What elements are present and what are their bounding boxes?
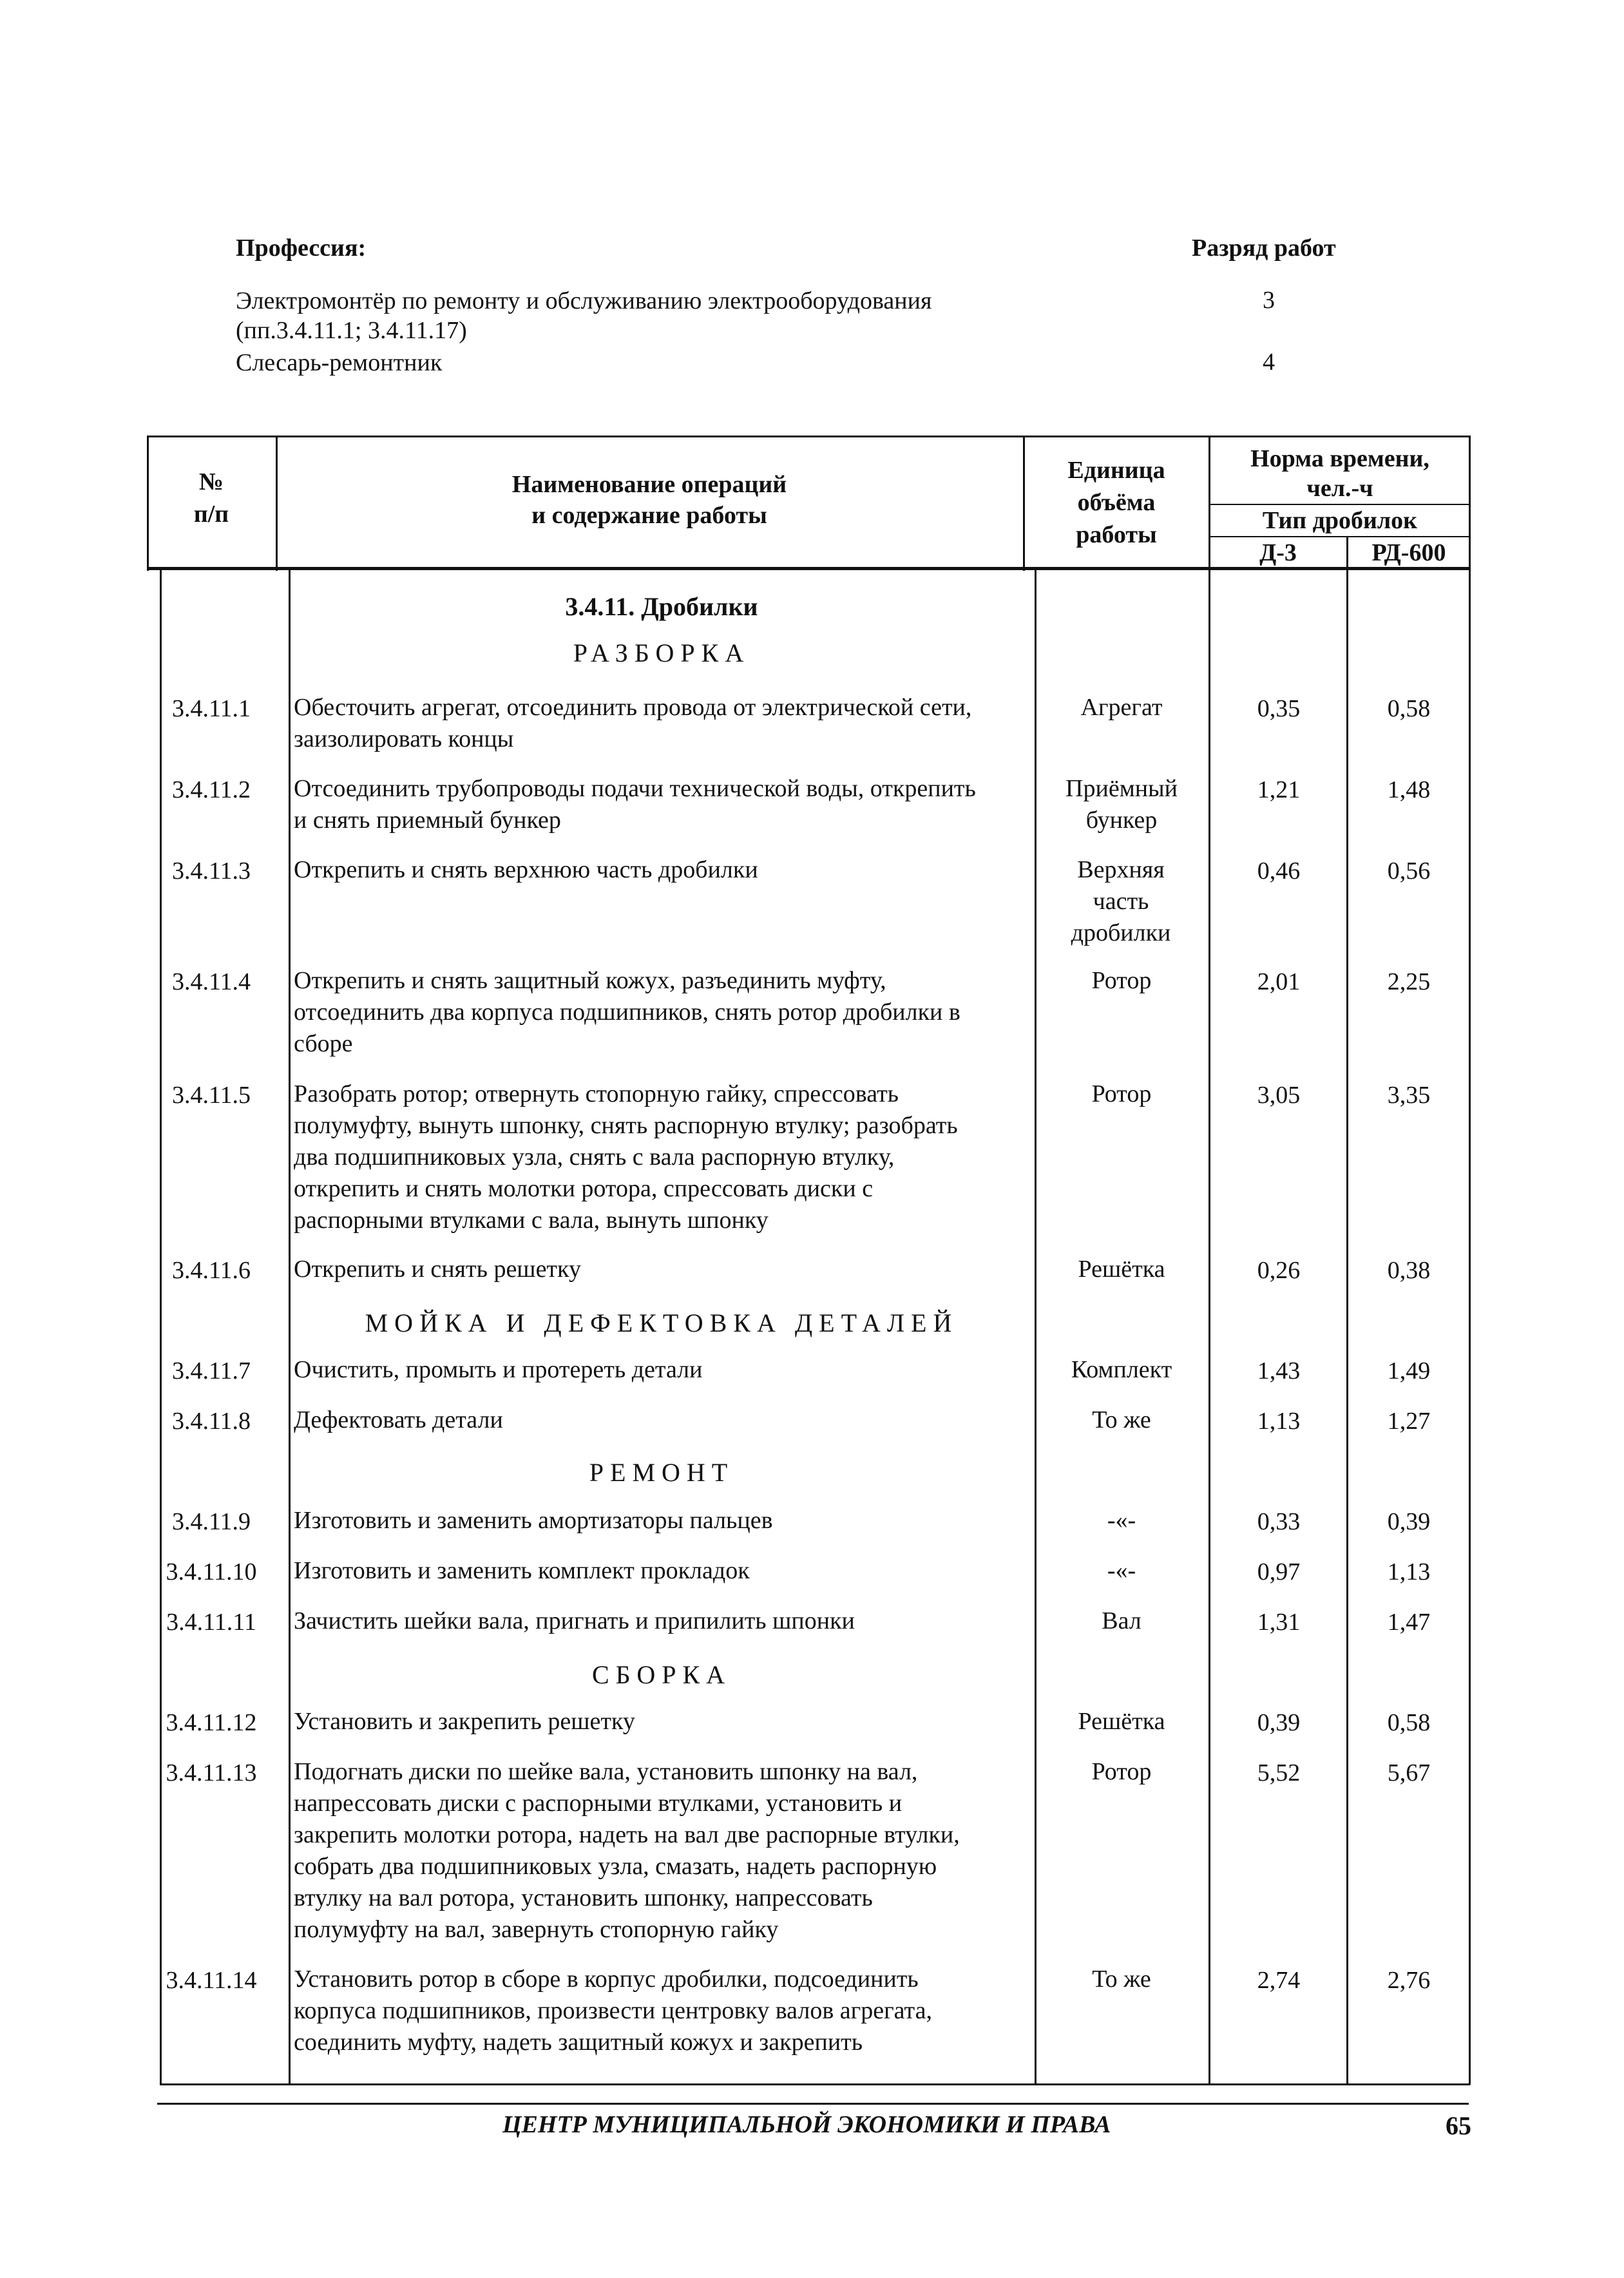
row-unit: Ротор — [1091, 1758, 1152, 1785]
row-norm-d3: 0,26 — [1257, 1257, 1301, 1284]
row-description: Разобрать ротор; отвернуть стопорную гайку, спрессовать полумуфту, вынуть шпонку, снять распорную втулку; разобрать два подшипниковых узла, снять с вала распорную втулку, открепить и снять молотки ротора, спрессовать диски с распорными втулками с вала, вынуть шпонку — [294, 1080, 958, 1234]
row-unit: То же — [1092, 1406, 1151, 1433]
header-norm: чел.-ч — [1306, 475, 1373, 502]
row-number: 3.4.11.2 — [171, 776, 251, 803]
header-num: № — [198, 468, 224, 495]
row-norm-rd600: 1,47 — [1387, 1609, 1431, 1636]
row-description: Очистить, промыть и протереть детали — [294, 1356, 703, 1383]
row-norm-d3: 1,21 — [1257, 776, 1301, 803]
profession-line: Слесарь-ремонтник — [236, 349, 443, 376]
header-type: Тип дробилок — [1262, 507, 1418, 534]
row-number: 3.4.11.4 — [171, 968, 251, 995]
row-norm-d3: 5,52 — [1257, 1759, 1301, 1786]
row-number: 3.4.11.6 — [171, 1257, 251, 1284]
row-unit: Ротор — [1091, 967, 1152, 994]
row-unit: То же — [1092, 1966, 1151, 1993]
row-description: Зачистить шейки вала, пригнать и припилить шпонки — [294, 1607, 855, 1634]
table-bottom-border — [160, 2083, 1470, 2085]
row-norm-d3: 3,05 — [1257, 1082, 1301, 1109]
table-title: 3.4.11. Дробилки — [565, 592, 758, 621]
profession-line: Электромонтёр по ремонту и обслуживанию электрооборудования — [236, 287, 932, 314]
row-norm-rd600: 0,38 — [1387, 1257, 1431, 1284]
row-norm-rd600: 2,76 — [1387, 1967, 1431, 1994]
row-description: Установить и закрепить решетку — [294, 1708, 635, 1735]
row-unit: -«- — [1107, 1507, 1136, 1534]
row-description: Изготовить и заменить амортизаторы пальцев — [294, 1507, 773, 1534]
row-norm-d3: 2,01 — [1257, 968, 1301, 995]
row-description: Открепить и снять верхнюю часть дробилки — [294, 856, 758, 883]
header-unit: Единица — [1067, 457, 1165, 484]
row-number: 3.4.11.10 — [166, 1558, 257, 1585]
row-number: 3.4.11.9 — [171, 1508, 251, 1535]
row-number: 3.4.11.12 — [166, 1709, 257, 1736]
row-norm-d3: 1,31 — [1257, 1609, 1301, 1636]
row-description: Подогнать диски по шейке вала, установить шпонку на вал, напрессовать диски с распорными втулками, установить и закрепить молотки ротора, надеть на вал две распорные втулки, собрать два подшипниковых узла, смазать, надеть распорную втулку на вал ротора, установить шпонку, напрессовать полумуфту на вал, завернуть стопорную гайку — [294, 1758, 960, 1943]
row-unit: Приёмный бункер — [1065, 775, 1178, 834]
row-norm-rd600: 0,39 — [1387, 1508, 1431, 1535]
row-unit: Ротор — [1091, 1080, 1152, 1107]
section-title: МОЙКА И ДЕФЕКТОВКА ДЕТАЛЕЙ — [365, 1308, 959, 1337]
row-norm-rd600: 0,58 — [1387, 1709, 1431, 1736]
row-description: Открепить и снять решетку — [294, 1256, 581, 1283]
row-norm-d3: 2,74 — [1257, 1967, 1301, 1994]
section-title: СБОРКА — [591, 1660, 732, 1689]
row-number: 3.4.11.1 — [171, 695, 251, 722]
row-description: Открепить и снять защитный кожух, разъединить муфту, отсоединить два корпуса подшипников, снять ротор дробилки в сборе — [294, 967, 960, 1057]
row-description: Установить ротор в сборе в корпус дробилки, подсоединить корпуса подшипников, произвести центровку валов агрегата, соединить муфту, надеть защитный кожух и закрепить — [294, 1966, 932, 2056]
row-unit: Решётка — [1078, 1256, 1165, 1283]
header-name: и содержание работы — [531, 502, 767, 529]
header-norm: Норма времени, — [1250, 445, 1429, 472]
row-norm-rd600: 3,35 — [1387, 1082, 1431, 1109]
row-norm-rd600: 0,56 — [1387, 857, 1431, 885]
row-norm-rd600: 1,49 — [1387, 1357, 1431, 1384]
row-norm-rd600: 2,25 — [1387, 968, 1431, 995]
row-number: 3.4.11.8 — [171, 1408, 251, 1435]
header-col-d3: Д-3 — [1259, 539, 1297, 566]
header-unit: работы — [1076, 521, 1157, 548]
rank-heading: Разряд работ — [1192, 235, 1336, 262]
row-unit: Решётка — [1078, 1708, 1165, 1735]
row-number: 3.4.11.11 — [166, 1609, 256, 1636]
row-unit: Комплект — [1071, 1356, 1172, 1383]
row-number: 3.4.11.13 — [166, 1759, 257, 1786]
row-norm-d3: 0,35 — [1257, 695, 1301, 722]
row-norm-d3: 0,33 — [1257, 1508, 1301, 1535]
row-norm-d3: 0,46 — [1257, 857, 1301, 885]
row-number: 3.4.11.3 — [171, 857, 251, 885]
row-description: Отсоединить трубопроводы подачи технической воды, открепить и снять приемный бункер — [294, 775, 976, 834]
row-unit: -«- — [1107, 1557, 1136, 1584]
col-divider-3 — [1208, 436, 1210, 2085]
footer-organization: ЦЕНТР МУНИЦИПАЛЬНОЙ ЭКОНОМИКИ И ПРАВА — [502, 2111, 1111, 2138]
section-title: РЕМОНТ — [589, 1458, 734, 1487]
row-norm-rd600: 0,58 — [1387, 695, 1431, 722]
rank-value: 3 — [1263, 287, 1275, 314]
row-norm-rd600: 1,13 — [1387, 1558, 1431, 1585]
row-norm-d3: 0,97 — [1257, 1558, 1301, 1585]
row-unit: Агрегат — [1080, 694, 1163, 721]
profession-heading: Профессия: — [236, 235, 367, 262]
rank-value: 4 — [1263, 349, 1275, 376]
header-unit: объёма — [1077, 489, 1156, 516]
row-unit: Верхняя часть дробилки — [1071, 856, 1171, 946]
row-description: Обесточить агрегат, отсоединить провода от электрической сети, заизолировать концы — [294, 694, 972, 752]
row-number: 3.4.11.14 — [166, 1967, 257, 1994]
footer-rule — [157, 2103, 1469, 2105]
header-col-rd600: РД-600 — [1371, 539, 1446, 566]
row-number: 3.4.11.5 — [171, 1082, 251, 1109]
row-description: Дефектовать детали — [294, 1406, 503, 1433]
table-top-border — [147, 436, 1470, 437]
row-norm-d3: 1,13 — [1257, 1408, 1301, 1435]
section-title: РАЗБОРКА — [573, 638, 750, 667]
row-norm-rd600: 1,27 — [1387, 1408, 1431, 1435]
header-name: Наименование операций — [511, 471, 787, 498]
row-description: Изготовить и заменить комплект прокладок — [294, 1557, 750, 1584]
row-number: 3.4.11.7 — [171, 1357, 251, 1384]
row-norm-d3: 1,43 — [1257, 1357, 1301, 1384]
row-norm-rd600: 5,67 — [1387, 1759, 1431, 1786]
row-norm-rd600: 1,48 — [1387, 776, 1431, 803]
header-num: п/п — [193, 501, 229, 528]
row-norm-d3: 0,39 — [1257, 1709, 1301, 1736]
page-number: 65 — [1446, 2111, 1471, 2140]
row-unit: Вал — [1102, 1607, 1142, 1634]
profession-line: (пп.3.4.11.1; 3.4.11.17) — [236, 317, 467, 344]
col-divider-4 — [1346, 536, 1348, 2085]
